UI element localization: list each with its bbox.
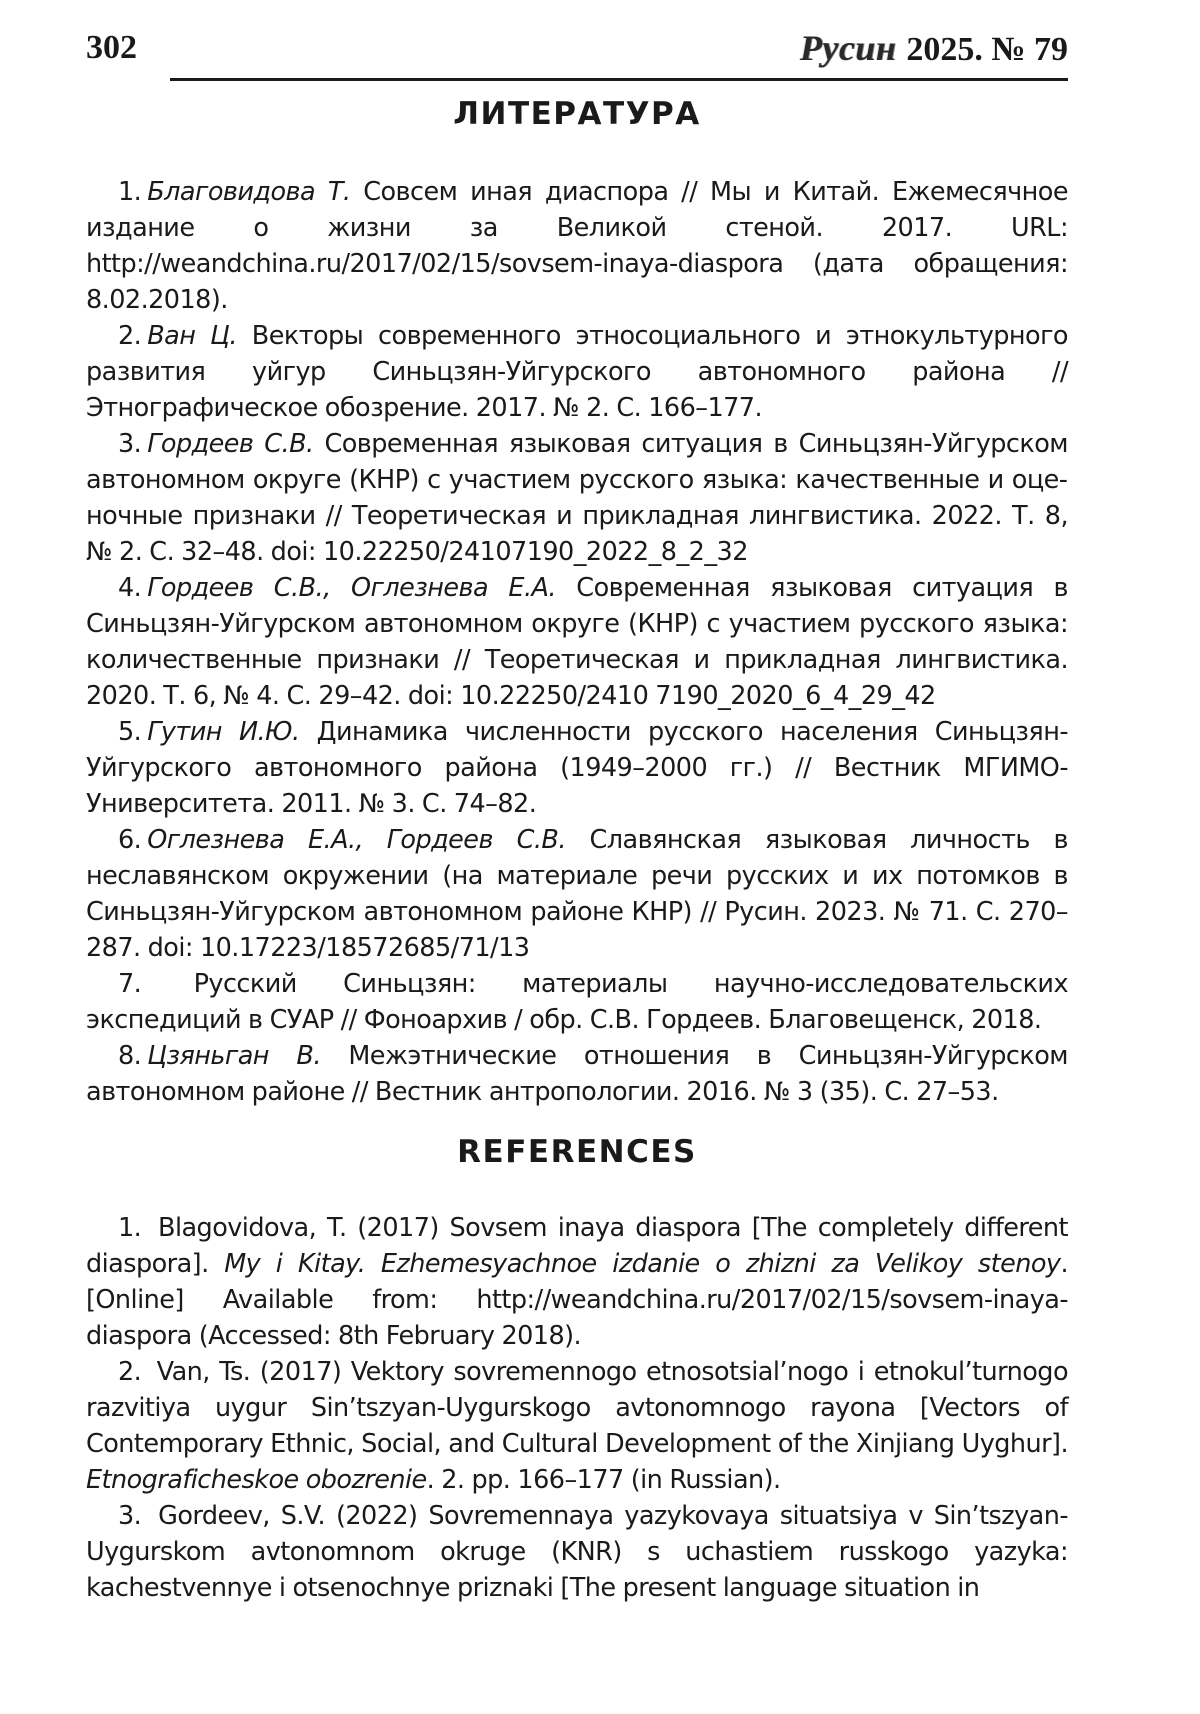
literature-item-text: Межэтнические отношения в Синьцзян-Уйгурском автономном районе // Вестник антропологии. 2016. № 3 (35). С. 27–53. xyxy=(86,1041,1068,1107)
reference-item-1 xyxy=(86,1210,1068,1354)
references-list xyxy=(86,1210,1068,1606)
literature-item-number: 8. xyxy=(118,1041,142,1071)
journal-issue: 2025. № 79 xyxy=(906,31,1068,68)
literature-item-text: Славянская языковая личность в неславянском окружении (на материале речи русских и их потомков в Синьцзян-Уйгурском автономном районе КНР) // Русин. 2023. № 71. С. 270–287. doi: 10.17223/18572685/71/13 xyxy=(86,825,1068,963)
header-rule xyxy=(170,78,1068,81)
literature-item-text: Совсем иная диаспора // Мы и Китай. Ежемесячное издание о жизни за Великой стеной. 2017. URL: http://weandchina.ru/2017/02/15/sovsem-inaya-diaspora (дата обращения: 8.02.2018). xyxy=(86,177,1068,315)
reference-item-text: Gordeev, S.V. (2022) Sovremennaya yazykovaya situatsiya v Sin’tszyan-Uygurskom avtonomnom okruge (KNR) s uchastiem russkogo yazyka: kachestvennye i otsenochnye priznaki [The present language situation in xyxy=(86,1501,1068,1603)
literature-item-number: 2. xyxy=(118,321,142,351)
literature-item-number: 5. xyxy=(118,717,142,747)
reference-item-source: My i Kitay. Ezhemesyachnoe izdanie o zhizni za Velikoy stenoy xyxy=(224,1249,1061,1279)
reference-item-details: . 2. pp. 166–177 (in Russian). xyxy=(426,1465,781,1495)
literature-item-5 xyxy=(86,714,1068,822)
journal-title-block xyxy=(800,26,1068,72)
literature-item-3 xyxy=(86,426,1068,570)
reference-item-source: Etnograficheskoe obozrenie xyxy=(86,1465,427,1495)
running-header xyxy=(86,26,1068,76)
literature-item-author: Оглезнева Е.А., Гордеев С.В. xyxy=(147,825,566,855)
literature-item-7 xyxy=(86,966,1068,1038)
journal-name-logo: Русин xyxy=(799,28,897,68)
literature-item-number: 6. xyxy=(118,825,142,855)
reference-item-text: Blagovidova, T. (2017) Sovsem inaya diaspora [The completely different diaspora]. xyxy=(86,1213,1068,1279)
literature-item-author: Ван Ц. xyxy=(147,321,237,351)
literature-item-text: Современная языковая ситуация в Синьцзян-Уйгурском автономном округе (КНР) с участием русского языка: качественные и оценочные признаки // Теоретическая и прикладная лингвистика. 2022. Т. 8, № 2. С. 32–48. doi: 10.22250/24107190_2022_8_2_32 xyxy=(86,429,1068,567)
literature-item-text: Русский Синьцзян: материалы научно-исследовательских экспедиций в СУАР // Фоноархив / обр. С.В. Гордеев. Благовещенск, 2018. xyxy=(86,969,1068,1035)
reference-item-details: . [Online] Available from: http://weandchina.ru/2017/02/15/sovsem-inaya-diaspora (Accessed: 8th February 2018). xyxy=(86,1249,1068,1351)
reference-item-text: Van, Ts. (2017) Vektory sovremennogo etnosotsial’nogo i etnokul’turnogo razvitiya uygur Sin’tszyan-Uygurskogo avtonomnogo rayona [Vectors of Contemporary Ethnic, Social, and Cultural Development of the Xinjiang Uyghur]. xyxy=(86,1357,1068,1459)
literature-item-author: Цзяньган В. xyxy=(147,1041,321,1071)
literature-item-author: Гордеев С.В. xyxy=(147,429,314,459)
literature-item-6 xyxy=(86,822,1068,966)
page-number: 302 xyxy=(86,29,137,66)
literature-item-number: 7. xyxy=(118,969,142,999)
reference-item-number: 1. xyxy=(118,1213,142,1243)
reference-item-number: 2. xyxy=(118,1357,142,1387)
literature-item-1 xyxy=(86,174,1068,318)
reference-item-2 xyxy=(86,1354,1068,1498)
literature-item-2 xyxy=(86,318,1068,426)
literature-item-text: Динамика численности русского населения Синьцзян-Уйгурского автономного района (1949–2000 гг.) // Вестник МГИМО-Университета. 2011. № 3. С. 74–82. xyxy=(86,717,1068,819)
literature-item-text: Современная языковая ситуация в Синьцзян-Уйгурском автономном округе (КНР) с участием русского языка: количественные признаки // Теоретическая и прикладная лингвистика. 2020. Т. 6, № 4. С. 29–42. doi: 10.22250/2410 7190_2020_6_4_29_42 xyxy=(86,573,1068,711)
literature-heading: ЛИТЕРАТУРА xyxy=(453,96,701,132)
literature-item-number: 3. xyxy=(118,429,142,459)
literature-item-text: Векторы современного этносоциального и этнокультурного развития уйгур Синьцзян-Уйгурского автономного района // Этнографическое обозрение. 2017. № 2. С. 166–177. xyxy=(86,321,1068,423)
literature-item-number: 4. xyxy=(118,573,142,603)
references-heading: REFERENCES xyxy=(457,1134,697,1170)
reference-item-number: 3. xyxy=(118,1501,142,1531)
literature-list xyxy=(86,174,1068,1110)
reference-item-3 xyxy=(86,1498,1068,1606)
literature-item-4 xyxy=(86,570,1068,714)
literature-item-8 xyxy=(86,1038,1068,1110)
literature-item-author: Благовидова Т. xyxy=(147,177,351,207)
literature-item-author: Гордеев С.В., Оглезнева Е.А. xyxy=(147,573,556,603)
literature-item-author: Гутин И.Ю. xyxy=(147,717,300,747)
literature-item-number: 1. xyxy=(118,177,142,207)
